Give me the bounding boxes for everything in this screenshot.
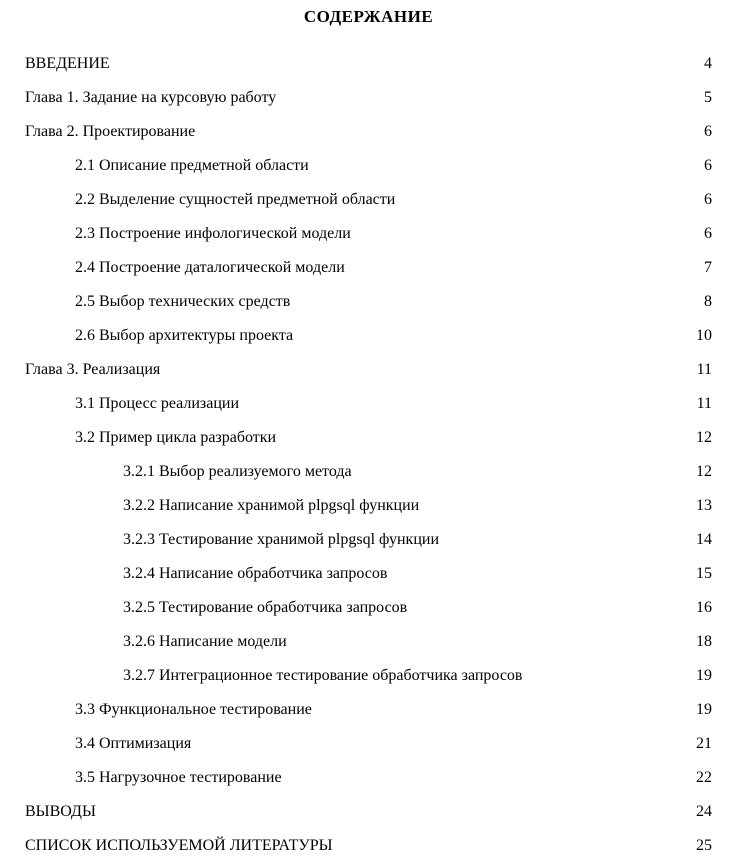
toc-entry — [25, 353, 712, 387]
toc-entry-page-number: 14 — [696, 531, 712, 548]
toc-entry — [25, 659, 712, 693]
toc-entry-page-number: 4 — [704, 55, 712, 72]
toc-entry — [25, 693, 712, 727]
toc-entry-page-number: 18 — [696, 633, 712, 650]
toc-entry-label: 2.2 Выделение сущностей предметной области — [75, 191, 396, 208]
toc-entry — [25, 217, 712, 251]
toc-entry-label: 3.2 Пример цикла разработки — [75, 429, 277, 446]
toc-entry-label: 3.4 Оптимизация — [75, 735, 192, 752]
toc-entry-page-number: 15 — [696, 565, 712, 582]
toc-entry-label: 3.2.1 Выбор реализуемого метода — [123, 463, 352, 480]
toc-entry-page-number: 22 — [696, 769, 712, 786]
toc-entry — [25, 285, 712, 319]
toc-entry — [25, 115, 712, 149]
toc-entry — [25, 47, 712, 81]
toc-entry — [25, 761, 712, 795]
toc-entry-label: 2.1 Описание предметной области — [75, 157, 309, 174]
toc-entry-label: ВВЕДЕНИЕ — [25, 55, 110, 72]
toc-entry-label: Глава 1. Задание на курсовую работу — [25, 89, 277, 106]
toc-entry-page-number: 5 — [704, 89, 712, 106]
toc-entry — [25, 251, 712, 285]
toc-entry-label: Глава 2. Проектирование — [25, 123, 196, 140]
toc-entry-label: 3.2.4 Написание обработчика запросов — [123, 565, 388, 582]
toc-entry — [25, 489, 712, 523]
toc-entry-page-number: 6 — [704, 123, 712, 140]
toc-entry — [25, 421, 712, 455]
toc-entry-label: Глава 3. Реализация — [25, 361, 161, 378]
toc-entry-label: 2.3 Построение инфологической модели — [75, 225, 351, 242]
toc-entry-page-number: 11 — [696, 395, 712, 412]
toc-entry-label: 2.4 Построение даталогической модели — [75, 259, 345, 276]
toc-entry-page-number: 13 — [696, 497, 712, 514]
toc-entry-page-number: 6 — [704, 191, 712, 208]
toc-entry-label: 3.5 Нагрузочное тестирование — [75, 769, 282, 786]
toc-entry-page-number: 10 — [696, 327, 712, 344]
toc-entry-label: 2.5 Выбор технических средств — [75, 293, 291, 310]
toc-entry-label: 3.3 Функциональное тестирование — [75, 701, 312, 718]
toc-entry-label: 2.6 Выбор архитектуры проекта — [75, 327, 294, 344]
toc-entry-page-number: 25 — [696, 837, 712, 854]
toc-entry — [25, 829, 712, 863]
toc-entry — [25, 795, 712, 829]
toc-entry-label: СПИСОК ИСПОЛЬЗУЕМОЙ ЛИТЕРАТУРЫ — [25, 837, 333, 854]
toc-entry-label: ВЫВОДЫ — [25, 803, 96, 820]
toc-entry-label: 3.2.7 Интеграционное тестирование обработчика запросов — [123, 667, 523, 684]
toc-entry-page-number: 12 — [696, 463, 712, 480]
toc-entry-page-number: 19 — [696, 667, 712, 684]
toc-entry — [25, 523, 712, 557]
toc-entry-label: 3.2.6 Написание модели — [123, 633, 287, 650]
toc-entry-page-number: 7 — [704, 259, 712, 276]
toc-entry-page-number: 19 — [696, 701, 712, 718]
toc-entry-page-number: 6 — [704, 225, 712, 242]
toc-entry — [25, 81, 712, 115]
toc-entry-page-number: 6 — [704, 157, 712, 174]
toc-entry — [25, 557, 712, 591]
toc-entry — [25, 319, 712, 353]
toc-entry-page-number: 12 — [696, 429, 712, 446]
toc-entry — [25, 455, 712, 489]
toc-list — [25, 47, 712, 863]
toc-entry — [25, 625, 712, 659]
toc-entry-label: 3.2.2 Написание хранимой plpgsql функции — [123, 497, 420, 514]
toc-entry-page-number: 11 — [696, 361, 712, 378]
toc-entry — [25, 149, 712, 183]
toc-entry-page-number: 24 — [696, 803, 712, 820]
toc-entry — [25, 387, 712, 421]
toc-entry — [25, 727, 712, 761]
toc-entry — [25, 183, 712, 217]
toc-entry-page-number: 16 — [696, 599, 712, 616]
toc-entry-page-number: 8 — [704, 293, 712, 310]
toc-entry-label: 3.2.3 Тестирование хранимой plpgsql функции — [123, 531, 440, 548]
toc-title: СОДЕРЖАНИЕ — [303, 7, 434, 26]
toc-entry-label: 3.2.5 Тестирование обработчика запросов — [123, 599, 408, 616]
toc-entry — [25, 591, 712, 625]
toc-entry-label: 3.1 Процесс реализации — [75, 395, 240, 412]
toc-entry-page-number: 21 — [696, 735, 712, 752]
